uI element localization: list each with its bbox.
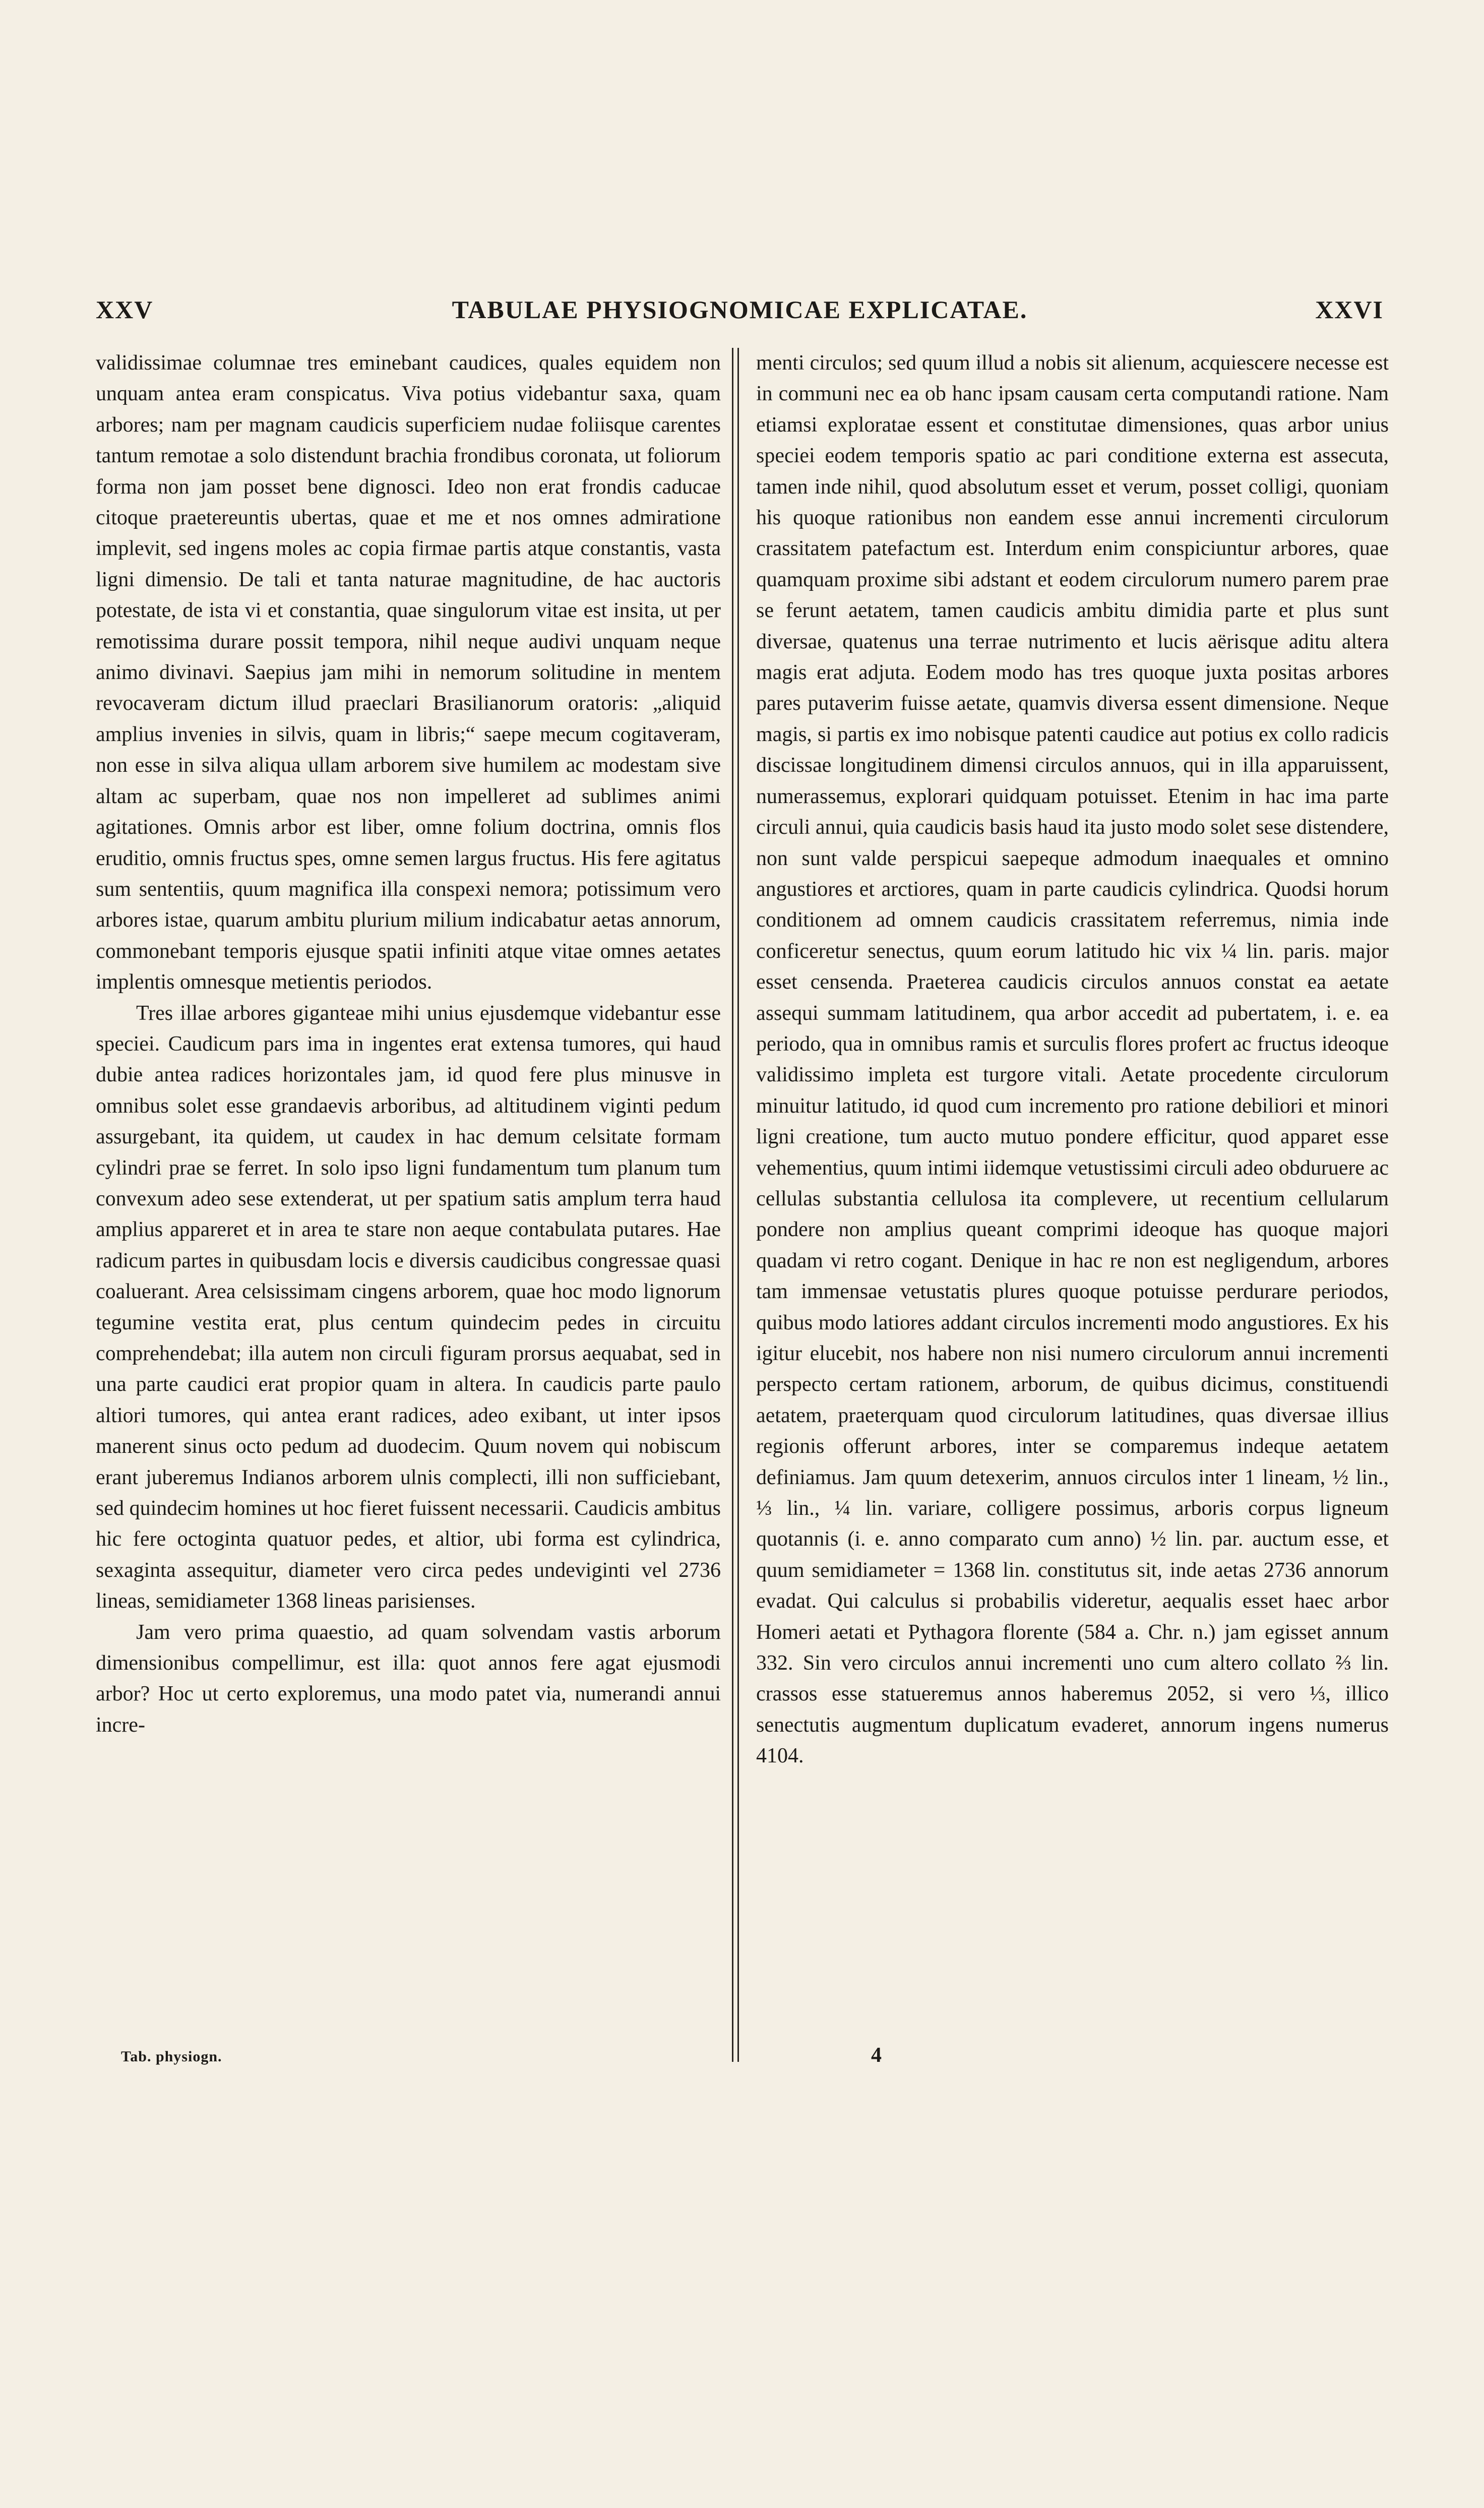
right-column bbox=[756, 348, 1389, 1772]
sheet-signature-number: 4 bbox=[871, 2044, 882, 2067]
column-divider bbox=[732, 348, 739, 2062]
paragraph: menti circulos; sed quum illud a nobis sit alienum, acquiescere necesse est in communi nec ea ob hanc ipsam causam certa computandi ratione. Nam etiamsi exploratae essent et constitutae dimensiones, quas arbor unius speciei eodem temporis spatio ac pari conditione externa est assecuta, tamen inde nihil, quod absolutum esset et verum, posset colligi, quoniam his quoque rationibus non eandem esse annui incrementi circulorum crassitatem patefactum est. Interdum enim conspiciuntur arbores, quae quamquam proxime sibi adstant et eodem circulorum numero parem prae se ferunt aetatem, tamen caudicis ambitu dimidia parte et plus sunt diversae, quatenus una terrae nutrimento et lucis aërisque aditu altera magis erat adjuta. Eodem modo has tres quoque juxta positas arbores pares putaverim fuisse aetate, quamvis diversa essent dimensione. Neque magis, si partis ex imo nobisque patenti caudice aut potius ex collo radicis discissae longitudinem dimensi circulos annuos, qui in illa apparuissent, numerassemus, explorari quidquam potuisset. Etenim in hac ima parte circuli annui, quia caudicis basis haud ita justo modo solet sese distendere, non sunt valde perspicui saepeque admodum inaequales et omnino angustiores et arctiores, quam in parte caudicis cylindrica. Quodsi horum conditionem ad omnem caudicis crassitatem referremus, nimia inde conficeretur senectus, quum eorum latitudo hic vix ¼ lin. paris. major esset censenda. Praeterea caudicis circulos annuos constat ea aetate assequi summam latitudinem, qua arbor accedit ad pubertatem, i. e. ea periodo, qua in omnibus ramis et surculis flores profert ac fructus ideoque validissimo impleta est turgore vitali. Aetate procedente circulorum minuitur latitudo, id quod cum incremento pro ratione debiliori et minori ligni creatione, tum aucto mutuo pondere efficitur, quod apparet esse vehementius, quum intimi iidemque vetustissimi circuli adeo obduruere ac cellulas substantia cellulosa ita complevere, ut recentium cellularum pondere non amplius queant comprimi ideoque has quoque majori quadam vi retro cogant. Denique in hac re non est negligendum, arbores tam immensae vetustatis plures quoque potuisse perdurare periodos, quibus modo latiores addant circulos incrementi modo angustiores. Ex his igitur elucebit, nos habere non nisi numero circulorum annui incrementi perspecto certam rationem, arborum, de quibus dicimus, constituendi aetatem, praeterquam quod circulorum latitudines, quas diversae illius regionis offerunt arbores, inter se comparemus indeque aetatem definiamus. Jam quum detexerim, annuos circulos inter 1 lineam, ½ lin., ⅓ lin., ¼ lin. variare, colligere possimus, arboris corpus ligneum quotannis (i. e. anno comparato cum anno) ½ lin. par. auctum esse, et quum semidiameter = 1368 lin. constitutus sit, inde aetas 2736 annorum evadat. Qui calculus si probabilis videretur, aequalis esset haec arbor Homeri aetati et Pythagora florente (584 a. Chr. n.) jam egisset annum 332. Sin vero circulos annui incrementi uno cum altero collato ⅔ lin. crassos esse statueremus annos haberemus 2052, si vero ⅓, illico senectutis augmentum duplicatum evaderet, annorum ingens numerus 4104. bbox=[756, 351, 1389, 1768]
running-title: TABULAE PHYSIOGNOMICAE EXPLICATAE. bbox=[452, 295, 1028, 324]
footnote-signature: Tab. physiogn. bbox=[121, 2048, 222, 2065]
paragraph: Tres illae arbores giganteae mihi unius ejusdemque videbantur esse speciei. Caudicum pars ima in ingentes erat extensa tumores, qui haud dubie antea radices horizontales jam, id quod fere plus minusve in omnibus solet esse grandaevis arboribus, ad altitudinem viginti pedum assurgebant, ita quidem, ut caudex in hac demum celsitate formam cylindri prae se ferret. In solo ipso ligni fundamentum tum planum tum convexum adeo sese extenderat, ut per spatium satis amplum terra haud amplius appareret et in area te stare non aeque contabulata putares. Hae radicum partes in quibusdam locis e diversis caudicibus congressae quasi coaluerant. Area celsissimam cingens arborem, quae hoc modo lignorum tegumine vestita erat, plus centum quindecim pedes in circuitu comprehendebat; illa autem non circuli figuram prorsus aequabat, sed in una parte caudici erat propior quam in altera. In caudicis parte paulo altiori tumores, qui antea erant radices, adeo exibant, ut inter ipsos manerent sinus octo pedum ad duodecim. Quum novem qui nobiscum erant juberemus Indianos arborem ulnis complecti, illi non sufficiebant, sed quindecim homines ut hoc fieret fuissent necessarii. Caudicis ambitus hic fere octoginta quatuor pedes, et altior, ubi forma est cylindrica, sexaginta assequitur, diameter vero circa pedes undeviginti vel 2736 lineas, semidiameter 1368 lineas parisienses. bbox=[96, 1001, 721, 1613]
paragraph: Jam vero prima quaestio, ad quam solvendam vastis arborum dimensionibus compellimur, est illa: quot annos fere agat ejusmodi arbor? Hoc ut certo exploremus, una modo patet via, numerandi annui incre- bbox=[96, 1620, 721, 1737]
running-header bbox=[96, 295, 1384, 335]
left-column bbox=[96, 348, 721, 1741]
page-number-right: XXVI bbox=[1315, 295, 1384, 324]
page-number-left: XXV bbox=[96, 295, 154, 324]
paragraph: validissimae columnae tres eminebant caudices, quales equidem non unquam antea eram conspicatus. Viva potius videbantur saxa, quam arbores; nam per magnam caudicis superficiem nudae foliisque carentes tantum remotae a solo distendunt brachia frondibus coronata, ut foliorum forma non jam posset bene dignosci. Ideo non erat frondis caducae citoque praetereuntis ubertas, quae et me et nos omnes admiratione implevit, sed ingens moles ac copia firmae partis atque constantis, vasta ligni dimensio. De tali et tanta naturae magnitudine, de hac auctoris potestate, de ista vi et constantia, quae singulorum vitae est insita, ut per remotissima durare possit tempora, nihil neque audivi unquam neque animo divinavi. Saepius jam mihi in nemorum solitudine in mentem revocaveram dictum illud praeclari Brasilianorum oratoris: „aliquid amplius invenies in silvis, quam in libris;“ saepe mecum cogitaveram, non esse in silva aliqua ullam arborem sive humilem ac modestam sive altam ac superbam, quae nos non impelleret ad sublimes animi agitationes. Omnis arbor est liber, omne folium doctrina, omnis flos eruditio, omnis fructus spes, omne semen largus fructus. His fere agitatus sum sententiis, quum magnifica illa conspexi nemora; potissimum vero arbores istae, quarum ambitu plurium milium indicabatur aetas annorum, commonebant temporis ejusque spatii infiniti atque vitae omnes aetates implentis omnesque metientis periodos. bbox=[96, 351, 721, 994]
